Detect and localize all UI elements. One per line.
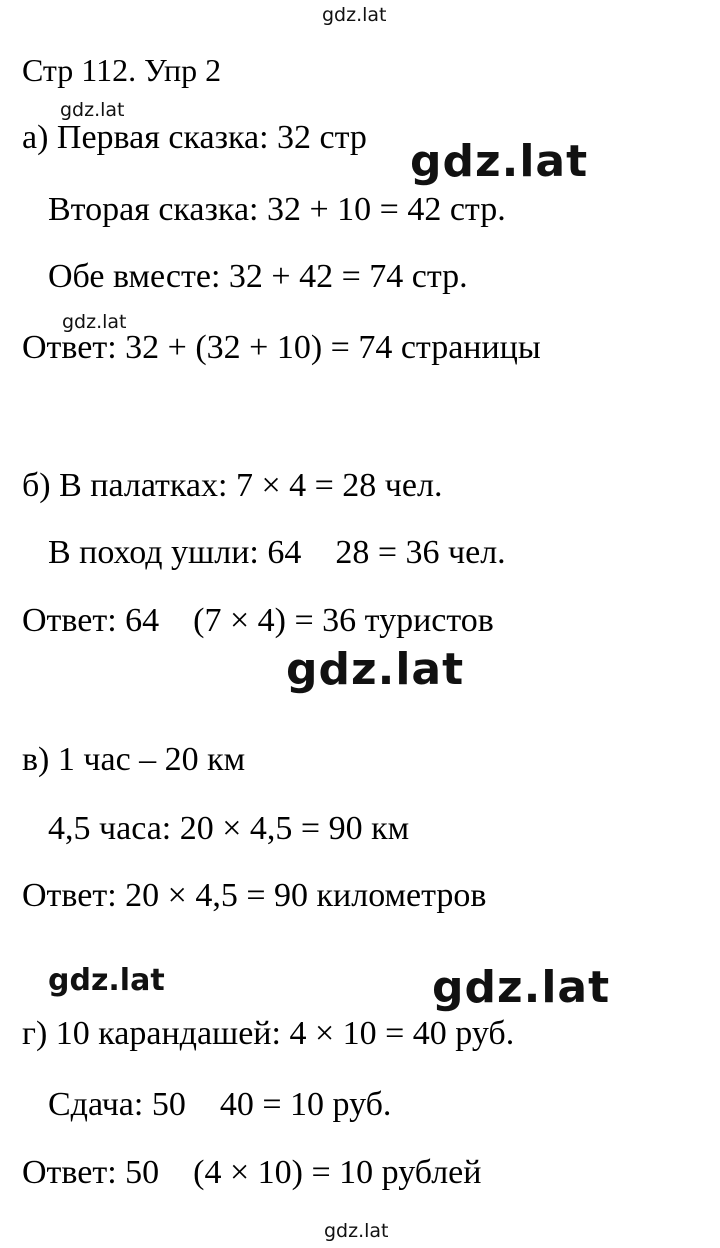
task-b-answer: Ответ: 64 (7 × 4) = 36 туристов <box>22 602 494 639</box>
watermark-bottom: gdz.lat <box>324 1220 389 1242</box>
watermark-5: gdz.lat <box>48 963 165 998</box>
watermark-1: gdz.lat <box>60 99 125 121</box>
task-b-line-2: В поход ушли: 64 28 = 36 чел. <box>48 534 506 571</box>
watermark-4: gdz.lat <box>286 644 465 695</box>
task-a-line-3: Обе вместе: 32 + 42 = 74 стр. <box>48 258 468 295</box>
task-v-line-1: в) 1 час – 20 км <box>22 741 246 778</box>
watermark-2: gdz.lat <box>410 136 589 187</box>
task-g-line-1: г) 10 карандашей: 4 × 10 = 40 руб. <box>22 1015 515 1052</box>
task-a-answer: Ответ: 32 + (32 + 10) = 74 страницы <box>22 329 541 366</box>
task-g-answer: Ответ: 50 (4 × 10) = 10 рублей <box>22 1154 482 1191</box>
page-title: Стр 112. Упр 2 <box>22 52 222 88</box>
watermark-3: gdz.lat <box>62 311 127 333</box>
task-g-line-2: Сдача: 50 40 = 10 руб. <box>48 1086 392 1123</box>
task-a-line-2: Вторая сказка: 32 + 10 = 42 стр. <box>48 191 506 228</box>
task-b-line-1: б) В палатках: 7 × 4 = 28 чел. <box>22 467 443 504</box>
task-a-line-1: а) Первая сказка: 32 стр <box>22 119 367 156</box>
watermark-6: gdz.lat <box>432 962 611 1013</box>
watermark-top: gdz.lat <box>322 4 387 26</box>
task-v-answer: Ответ: 20 × 4,5 = 90 километров <box>22 877 487 914</box>
task-v-line-2: 4,5 часа: 20 × 4,5 = 90 км <box>48 810 410 847</box>
